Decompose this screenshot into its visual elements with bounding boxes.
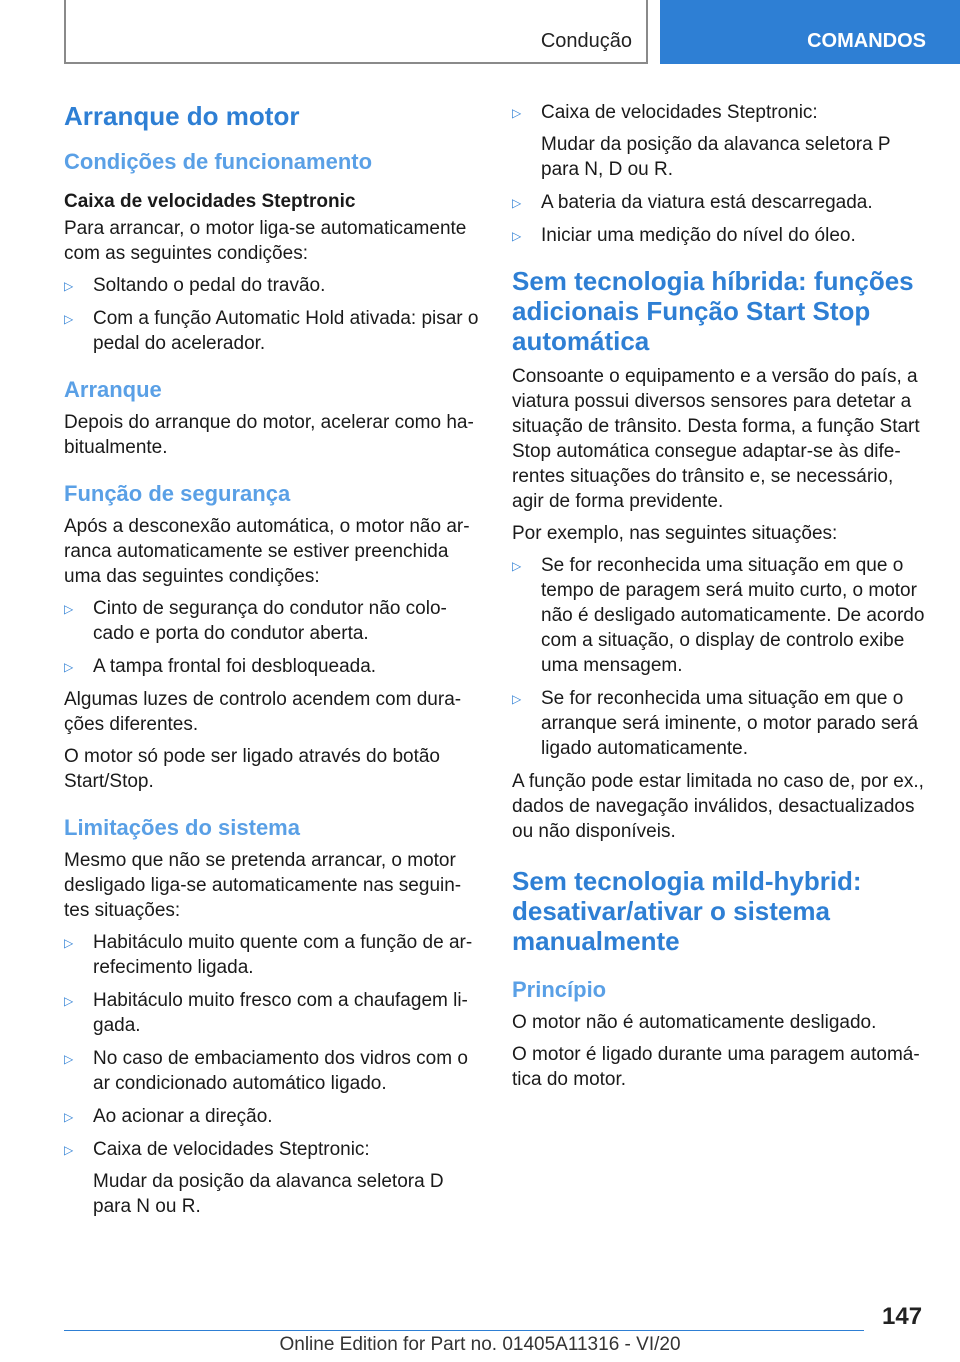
paragraph: Consoante o equipamento e a versão do país, a viatura possui diversos sensores para detetar a situação de trânsito. Desta forma, a função Start Stop automática consegue adaptar-se às dife-rentes situações do trânsito e, se necessário, agir de forma previdente. <box>512 366 920 512</box>
bullet-list <box>512 100 930 248</box>
heading-limitacoes: Limitações do sistema <box>64 815 300 840</box>
heading-principio: Princípio <box>512 977 607 1002</box>
paragraph: Após a desconexão automática, o motor não ar-ranca automaticamente se estiver preenchida uma das seguintes condições: <box>64 516 470 587</box>
paragraph: O motor não é automaticamente desligado. <box>512 1012 877 1033</box>
triangle-right-icon: ▷ <box>512 196 522 210</box>
header-chapter-tab[interactable]: COMANDOS <box>660 0 960 64</box>
paragraph: Depois do arranque do motor, acelerar como ha-bitualmente. <box>64 412 474 458</box>
triangle-right-icon: ▷ <box>64 1052 74 1066</box>
list-item: ▷ Iniciar uma medição do nível do óleo. <box>512 225 856 246</box>
list-item: ▷ Ao acionar a direção. <box>64 1106 273 1127</box>
list-item: ▷ Se for reconhecida uma situação em que o arranque será iminente, o motor parado será ligado automaticamente. <box>512 688 919 759</box>
list-item: ▷ No caso de embaciamento dos vidros com o ar condicionado automático ligado. <box>64 1048 468 1094</box>
heading-start-stop: Sem tecnologia híbrida: funções adicionais Função Start Stop automática <box>512 266 914 356</box>
list-item: ▷ Cinto de segurança do condutor não colo-cado e porta do condutor aberta. <box>64 598 447 644</box>
bullet-list <box>64 930 480 1219</box>
list-item: ▷ Se for reconhecida uma situação em que o tempo de paragem será muito curto, o motor não é desligado automaticamente. De acordo com a situação, o display de controlo exibe uma mensagem. <box>512 555 925 676</box>
list-item: ▷ Caixa de velocidades Steptronic: Mudar da posição da alavanca seletora P para N, D ou R. <box>512 100 930 182</box>
heading-arranque: Arranque <box>64 377 162 402</box>
triangle-right-icon: ▷ <box>512 692 522 706</box>
triangle-right-icon: ▷ <box>64 602 74 616</box>
paragraph: Mesmo que não se pretenda arrancar, o motor desligado liga-se automaticamente nas seguin-tes situações: <box>64 850 462 921</box>
list-item: ▷ Soltando o pedal do travão. <box>64 275 326 296</box>
left-column <box>64 100 480 1227</box>
heading-steptronic: Caixa de velocidades Steptronic <box>64 191 356 212</box>
triangle-right-icon: ▷ <box>512 229 522 243</box>
list-item: ▷ A tampa frontal foi desbloqueada. <box>64 656 377 677</box>
triangle-right-icon: ▷ <box>512 559 522 573</box>
paragraph: A função pode estar limitada no caso de, por ex., dados de navegação inválidos, desactualizados ou não disponíveis. <box>512 771 924 842</box>
paragraph: Algumas luzes de controlo acendem com dura-ções diferentes. <box>64 689 462 735</box>
paragraph: Para arrancar, o motor liga-se automaticamente com as seguintes condições: <box>64 218 467 264</box>
footer-divider <box>64 1330 864 1331</box>
triangle-right-icon: ▷ <box>64 279 74 293</box>
heading-mild-hybrid: Sem tecnologia mild-hybrid: desativar/ativar o sistema manualmente <box>512 866 862 956</box>
bullet-list <box>64 273 480 356</box>
triangle-right-icon: ▷ <box>64 994 74 1008</box>
footer-edition: Online Edition for Part no. 01405A11316 - VI/20 <box>279 1334 681 1355</box>
triangle-right-icon: ▷ <box>64 1110 74 1124</box>
page-title: Arranque do motor <box>64 101 300 131</box>
heading-condicoes: Condições de funcionamento <box>64 149 373 174</box>
bullet-list <box>64 596 480 679</box>
triangle-right-icon: ▷ <box>512 106 522 120</box>
bullet-list <box>512 553 930 761</box>
right-column <box>512 100 930 1099</box>
triangle-right-icon: ▷ <box>64 660 74 674</box>
page-number: 147 <box>882 1303 923 1330</box>
paragraph: Por exemplo, nas seguintes situações: <box>512 523 838 544</box>
list-item: ▷ Caixa de velocidades Steptronic: Mudar da posição da alavanca seletora D para N ou R. <box>64 1137 480 1219</box>
heading-seguranca: Função de segurança <box>64 481 291 506</box>
header-section-box <box>64 0 648 64</box>
triangle-right-icon: ▷ <box>64 1143 74 1157</box>
list-item: ▷ Habitáculo muito fresco com a chaufagem li-gada. <box>64 990 468 1036</box>
list-item-detail: Mudar da posição da alavanca seletora D para N ou R. <box>93 1171 444 1217</box>
triangle-right-icon: ▷ <box>64 936 74 950</box>
paragraph: O motor só pode ser ligado através do botão Start/Stop. <box>64 746 441 792</box>
list-item-detail: Mudar da posição da alavanca seletora P para N, D ou R. <box>541 134 891 180</box>
list-item: ▷ Com a função Automatic Hold ativada: pisar o pedal do acelerador. <box>64 308 479 354</box>
header-section-label: Condução <box>540 30 632 52</box>
list-item: ▷ Habitáculo muito quente com a função de ar-refecimento ligada. <box>64 932 473 978</box>
list-item: ▷ A bateria da viatura está descarregada. <box>512 192 873 213</box>
paragraph: O motor é ligado durante uma paragem automá-tica do motor. <box>512 1044 920 1090</box>
triangle-right-icon: ▷ <box>64 312 74 326</box>
